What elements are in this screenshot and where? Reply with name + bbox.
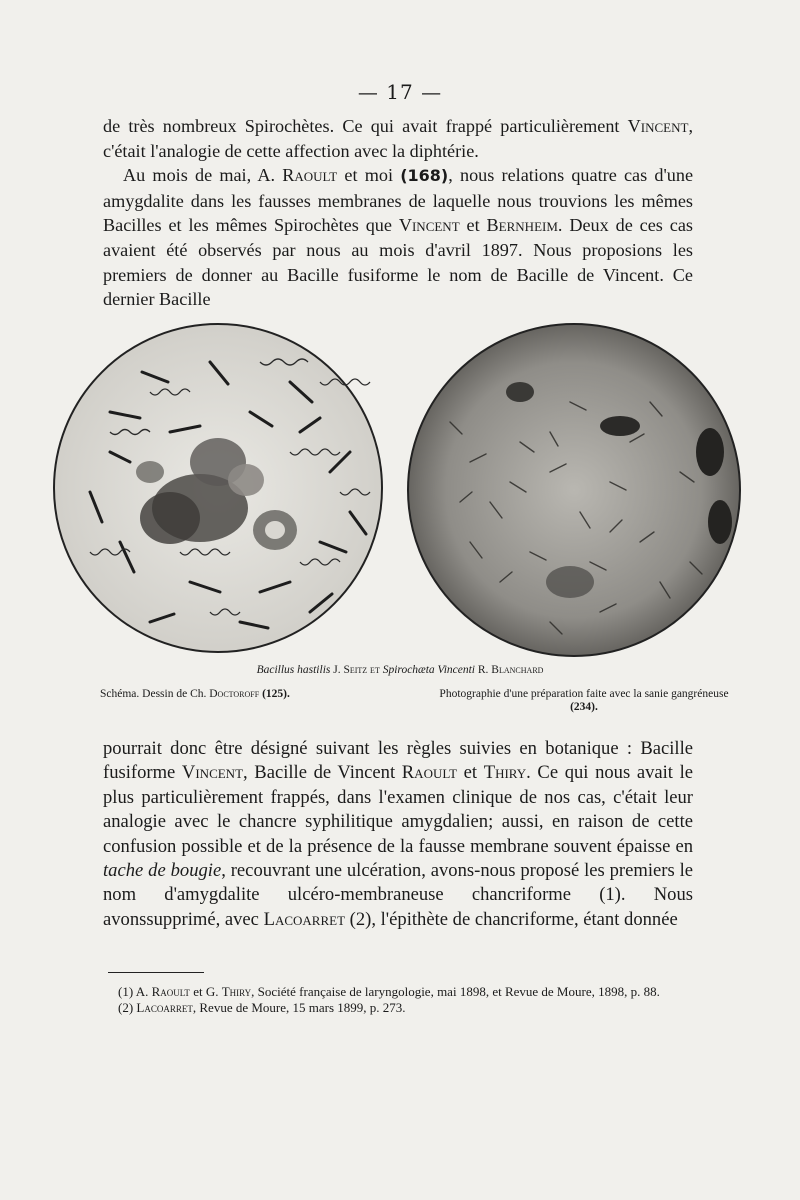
micrograph-illustrations <box>50 322 750 662</box>
footnote-1: (1) A. Raoult et G. Thiry, Société française de laryngologie, mai 1898, et Revue de Moure, 1898, p. 88. <box>118 984 660 999</box>
subcaption-left: Schéma. Dessin de Ch. Doctoroff (125). <box>100 688 290 700</box>
author-name: Bernheim <box>486 215 558 236</box>
photograph <box>408 324 740 656</box>
paragraph-1: de très nombreux Spirochètes. Ce qui avait frappé particulièrement Vincent, c'était l'analogie de cette affection avec la diphtérie. <box>103 116 693 161</box>
paragraph-2: Au mois de mai, A. Raoult et moi (168), nous relations quatre cas d'une amygdalite dans les fausses membranes de laquelle nous trouvions les mêmes Bacilles et les mêmes Spirochètes que Vincent et Bernheim. Deux de ces cas avaient été observés par nous au mois d'avril 1897. Nous proposions les premiers de donner au Bacille fusiforme le nom de Bacille de Vincent. Ce dernier Bacille <box>103 165 694 310</box>
page-number: — 17 — <box>357 80 443 104</box>
top-paragraph <box>103 114 693 312</box>
footnotes <box>106 984 696 1016</box>
subcaption-right: Photographie d'une préparation faite avec la sanie gangréneuse (234). <box>439 688 729 713</box>
author-name: Raoult <box>282 165 338 186</box>
reference-number: (168) <box>400 166 449 186</box>
footnote-2: (2) Lacoarret, Revue de Moure, 15 mars 1899, p. 273. <box>118 1000 406 1015</box>
footnote-rule <box>108 972 204 973</box>
micrograph-figure <box>50 322 750 662</box>
schema-drawing <box>54 324 382 652</box>
author-name: Vincent <box>627 116 689 136</box>
bottom-paragraph: pourrait donc être désigné suivant les règles suivies en botanique : Bacille fusiforme Vincent, Bacille de Vincent Raoult et Thiry. Ce qui nous avait le plus particulièrement frappés, dans l'examen clinique de nos cas, c'était leur analogie avec le chancre syphilitique amygdalien; aussi, en raison de cette confusion possible et de la présence de la fausse membrane souvent épaisse en tache de bougie, recouvrant une ulcération, avons-nous proposé les premiers le nom d'amygdalite ulcéro-membraneuse chancriforme (1). Nous avonssupprimé, avec Lacoarret (2), l'épithète de chancriforme, étant donnée <box>103 738 694 930</box>
figure-caption: Bacillus hastilis J. Seitz et Spirochæta Vincenti R. Blanchard <box>256 664 544 676</box>
author-name: Vincent <box>398 215 460 236</box>
